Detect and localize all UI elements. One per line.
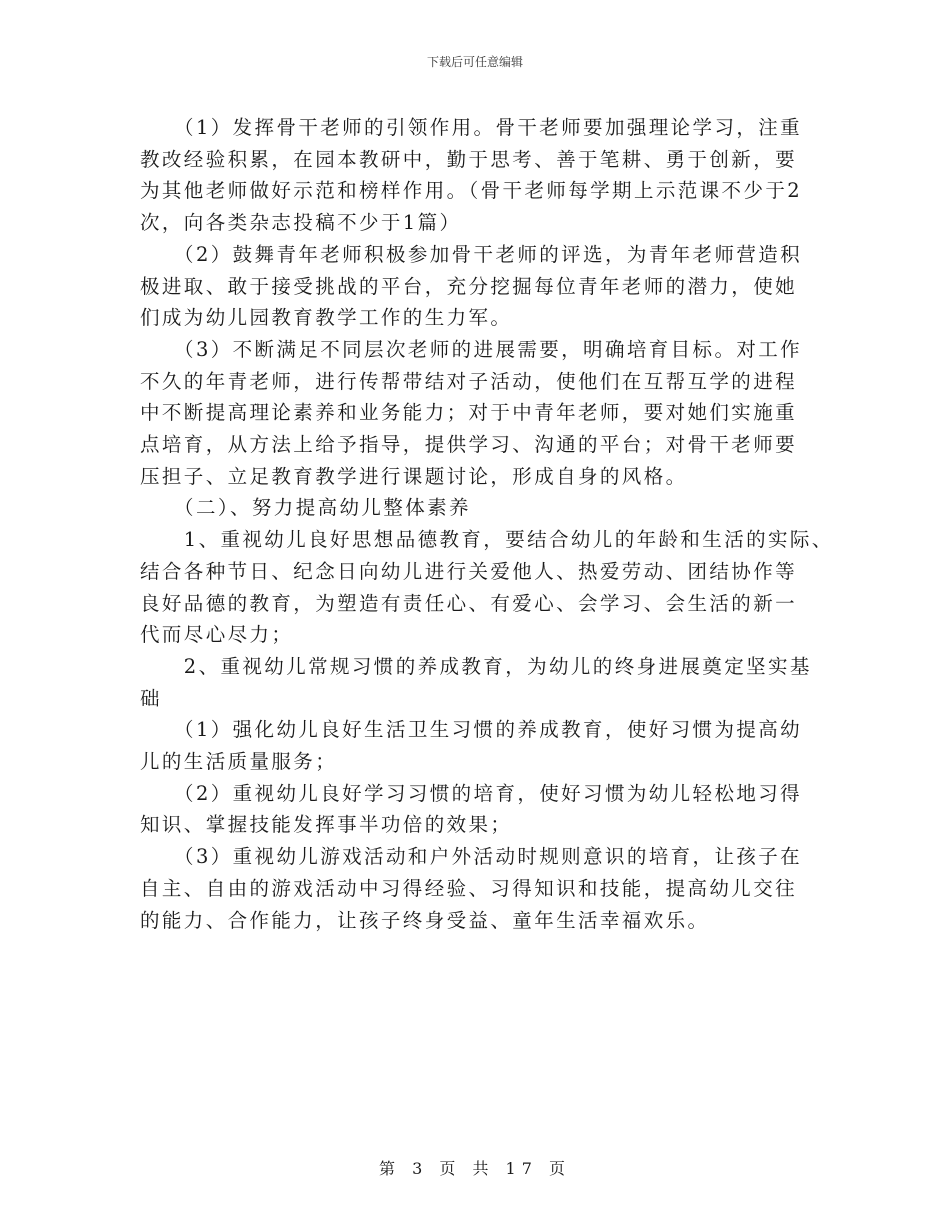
text-line: 中不断提高理论素养和业务能力；对于中青年老师，要对她们实施重	[140, 401, 798, 425]
text-line: （2）鼓舞青年老师积极参加骨干老师的评选，为青年老师营造积	[140, 242, 803, 266]
page-number-footer: 第 3 页 共 17 页	[379, 1159, 571, 1178]
text-line: 础	[140, 686, 162, 710]
paragraph-teacher-levels	[140, 334, 830, 493]
text-line: 极进取、敢于接受挑战的平台，充分挖掘每位青年老师的潜力，使她	[140, 274, 798, 298]
text-line: 知识、掌握技能发挥事半功倍的效果；	[140, 813, 513, 837]
text-line: （3）重视幼儿游戏活动和户外活动时规则意识的培育，让孩子在	[140, 845, 803, 869]
text-line: 次，向各类杂志投稿不少于1篇）	[140, 211, 462, 235]
text-line: 压担子、立足教育教学进行课题讨论，形成自身的风格。	[140, 464, 688, 488]
paragraph-young-teachers	[140, 239, 830, 334]
section-heading-child-quality	[140, 492, 830, 524]
text-line: 结合各种节日、纪念日向幼儿进行关爱他人、热爱劳动、团结协作等	[140, 559, 798, 583]
text-line: （2）重视幼儿良好学习习惯的培育，使好习惯为幼儿轻松地习得	[140, 781, 803, 805]
text-line: 们成为幼儿园教育教学工作的生力军。	[140, 306, 513, 330]
paragraph-rule-awareness	[140, 841, 830, 936]
text-line: 儿的生活质量服务；	[140, 750, 338, 774]
page-header: 下载后可任意编辑	[426, 55, 523, 69]
text-line: 不久的年青老师，进行传帮带结对子活动，使他们在互帮互学的进程	[140, 369, 798, 393]
text-line: 代而尽心尽力；	[140, 623, 294, 647]
text-line: （1）强化幼儿良好生活卫生习惯的养成教育，使好习惯为提高幼	[140, 718, 803, 742]
text-line: 良好品德的教育，为塑造有责任心、有爱心、会学习、会生活的新一	[140, 591, 798, 615]
text-line: 1、重视幼儿良好思想品德教育，要结合幼儿的年龄和生活的实际、	[140, 528, 834, 552]
paragraph-moral-education	[140, 524, 834, 651]
text-line: 点培育，从方法上给予指导，提供学习、沟通的平台；对骨干老师要	[140, 433, 798, 457]
text-line: 自主、自由的游戏活动中习得经验、习得知识和技能，提高幼儿交往	[140, 876, 798, 900]
text-line: 为其他老师做好示范和榜样作用。（骨干老师每学期上示范课不少于2	[140, 179, 803, 203]
text-line: （二）、努力提高幼儿整体素养	[140, 496, 471, 520]
text-line: 教改经验积累，在园本教研中，勤于思考、善于笔耕、勇于创新，要	[140, 147, 798, 171]
paragraph-habit-education	[140, 651, 830, 714]
text-line: （3）不断满足不同层次老师的进展需要，明确培育目标。对工作	[140, 337, 803, 361]
paragraph-study-habits	[140, 778, 830, 841]
text-line: 的能力、合作能力，让孩子终身受益、童年生活幸福欢乐。	[140, 908, 710, 932]
text-line: 2、重视幼儿常规习惯的养成教育，为幼儿的终身进展奠定坚实基	[140, 654, 812, 678]
paragraph-backbone-teachers	[140, 112, 830, 239]
text-line: （1）发挥骨干老师的引领作用。骨干老师要加强理论学习，注重	[140, 116, 803, 139]
document-body	[140, 112, 834, 936]
paragraph-hygiene-habits	[140, 714, 830, 777]
